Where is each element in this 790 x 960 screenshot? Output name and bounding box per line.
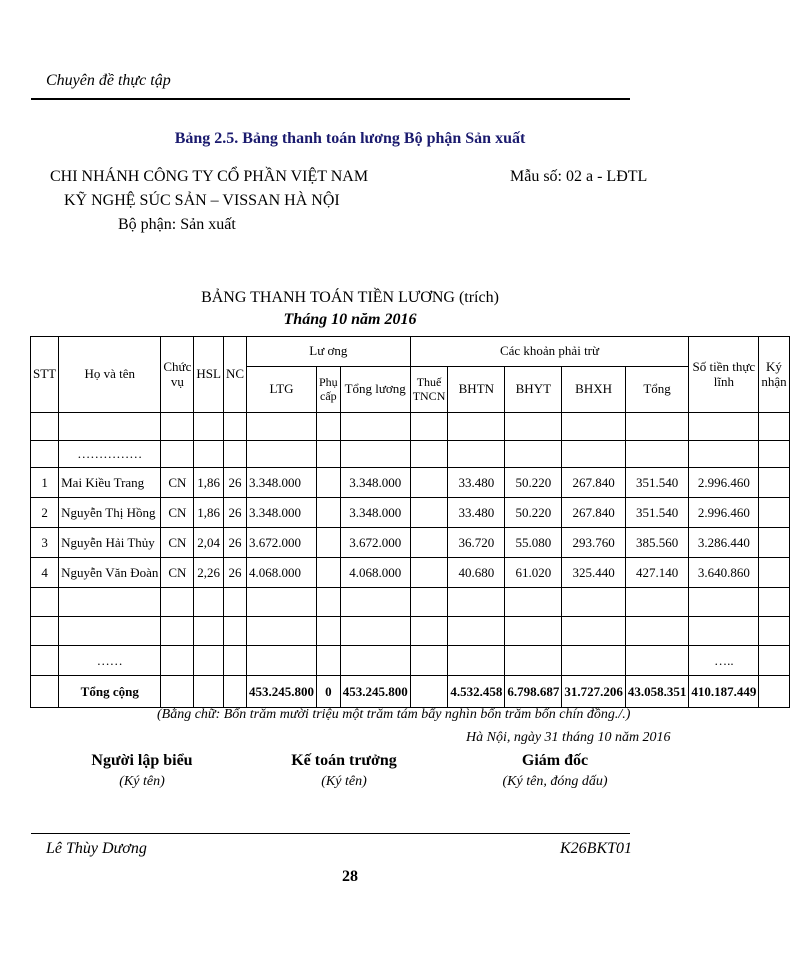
cell-total-salary: 3.348.000 [340, 468, 410, 498]
cell-hsl: 1,86 [194, 498, 224, 528]
cell-net: 2.996.460 [689, 468, 759, 498]
cell-stt: 4 [31, 558, 59, 588]
company-name-line1: CHI NHÁNH CÔNG TY CỔ PHẦN VIỆT NAM [50, 168, 369, 185]
form-number: Mẫu số: 02 a - LĐTL [510, 168, 648, 185]
col-header-stt: STT [31, 337, 59, 413]
cell-bhxh: 267.840 [562, 468, 626, 498]
ellipsis-bottom-name: …… [59, 646, 161, 676]
header-divider [31, 98, 630, 100]
payroll-title-main: BẢNG THANH TOÁN TIỀN LƯƠNG [201, 289, 455, 306]
cell-name: Nguyễn Thị Hồng [59, 498, 161, 528]
cell-position: CN [161, 558, 194, 588]
col-header-bhyt: BHYT [505, 367, 562, 413]
col-header-net: Số tiền thực lĩnh [689, 337, 759, 413]
cell-position: CN [161, 468, 194, 498]
footer-class-code: K26BKT01 [560, 840, 633, 857]
totals-allowance: 0 [317, 676, 341, 708]
table-caption: Bảng 2.5. Bảng thanh toán lương Bộ phận Sản xuất [174, 130, 526, 147]
cell-hsl: 2,26 [194, 558, 224, 588]
cell-tncn [410, 498, 448, 528]
running-header-title: Chuyên đề thực tập [46, 72, 171, 89]
totals-bhtn: 4.532.458 [448, 676, 505, 708]
payroll-title-suffix: (trích) [458, 289, 499, 306]
cell-total-salary: 3.672.000 [340, 528, 410, 558]
signature-chief-accountant [264, 752, 424, 790]
totals-ltg: 453.245.800 [247, 676, 317, 708]
cell-net: 3.640.860 [689, 558, 759, 588]
cell-total-deduct: 351.540 [625, 498, 689, 528]
payroll-period: Tháng 10 năm 2016 [283, 311, 417, 328]
cell-bhxh: 293.760 [562, 528, 626, 558]
cell-allowance [317, 468, 341, 498]
col-group-deductions: Các khoản phải trừ [410, 337, 689, 367]
cell-hsl: 2,04 [194, 528, 224, 558]
signature-role: Người lập biểu [91, 752, 193, 769]
table-row-blank [31, 617, 790, 646]
footer-divider [31, 833, 630, 834]
col-header-tncn: Thuế TNCN [410, 367, 448, 413]
cell-bhyt: 50.220 [505, 468, 562, 498]
cell-stt: 2 [31, 498, 59, 528]
col-group-salary: Lư ơng [247, 337, 411, 367]
col-header-name: Họ và tên [59, 337, 161, 413]
table-row [31, 558, 790, 588]
payroll-table [30, 336, 790, 708]
cell-stt: 3 [31, 528, 59, 558]
cell-net: 2.996.460 [689, 498, 759, 528]
col-header-bhtn: BHTN [448, 367, 505, 413]
signature-note: (Ký tên, đóng dấu) [502, 774, 608, 789]
company-name-line2: KỸ NGHỆ SÚC SẢN – VISSAN HÀ NỘI [64, 192, 340, 209]
totals-total-deduct: 43.058.351 [625, 676, 689, 708]
cell-position: CN [161, 528, 194, 558]
payroll-title [0, 289, 700, 307]
cell-nc: 26 [223, 468, 246, 498]
ellipsis-bottom-net: ….. [689, 646, 759, 676]
col-header-hsl: HSL [194, 337, 224, 413]
cell-name: Mai Kiều Trang [59, 468, 161, 498]
cell-total-salary: 4.068.000 [340, 558, 410, 588]
cell-net: 3.286.440 [689, 528, 759, 558]
cell-ltg: 3.348.000 [247, 468, 317, 498]
cell-nc: 26 [223, 498, 246, 528]
table-row [31, 468, 790, 498]
cell-nc: 26 [223, 558, 246, 588]
cell-tncn [410, 558, 448, 588]
cell-hsl: 1,86 [194, 468, 224, 498]
cell-tncn [410, 528, 448, 558]
col-header-total-deduct: Tổng [625, 367, 689, 413]
cell-bhtn: 40.680 [448, 558, 505, 588]
cell-bhxh: 325.440 [562, 558, 626, 588]
cell-bhyt: 55.080 [505, 528, 562, 558]
amount-in-words: (Bằng chữ: Bốn trăm mười triệu một trăm tám bẩy nghìn bốn trăm bốn chín đồng./.) [157, 707, 631, 722]
cell-bhxh: 267.840 [562, 498, 626, 528]
footer-author: Lê Thùy Dương [46, 840, 147, 857]
cell-bhtn: 33.480 [448, 498, 505, 528]
cell-bhtn: 36.720 [448, 528, 505, 558]
totals-bhyt: 6.798.687 [505, 676, 562, 708]
col-header-bhxh: BHXH [562, 367, 626, 413]
signature-preparer [62, 752, 222, 790]
cell-total-deduct: 427.140 [625, 558, 689, 588]
table-row-blank [31, 588, 790, 617]
cell-bhtn: 33.480 [448, 468, 505, 498]
signature-note: (Ký tên) [119, 774, 165, 789]
signature-director [470, 752, 640, 790]
cell-tncn [410, 468, 448, 498]
col-header-position: Chức vụ [161, 337, 194, 413]
table-row [31, 528, 790, 558]
totals-bhxh: 31.727.206 [562, 676, 626, 708]
col-header-sign: Ký nhận [759, 337, 789, 413]
table-row-ellipsis-bottom [31, 646, 790, 676]
cell-ltg: 3.348.000 [247, 498, 317, 528]
cell-total-deduct: 351.540 [625, 468, 689, 498]
cell-allowance [317, 498, 341, 528]
page-number: 28 [342, 868, 358, 885]
cell-total-deduct: 385.560 [625, 528, 689, 558]
cell-name: Nguyễn Hải Thủy [59, 528, 161, 558]
cell-bhyt: 50.220 [505, 498, 562, 528]
department-label: Bộ phận: Sản xuất [118, 216, 236, 233]
cell-bhyt: 61.020 [505, 558, 562, 588]
signature-role: Kế toán trưởng [291, 752, 397, 769]
cell-ltg: 3.672.000 [247, 528, 317, 558]
table-row [31, 498, 790, 528]
col-header-allowance: Phụ cấp [317, 367, 341, 413]
signature-role: Giám đốc [521, 752, 589, 769]
cell-total-salary: 3.348.000 [340, 498, 410, 528]
cell-nc: 26 [223, 528, 246, 558]
col-header-ltg: LTG [247, 367, 317, 413]
cell-allowance [317, 528, 341, 558]
cell-name: Nguyễn Văn Đoàn [59, 558, 161, 588]
totals-total-salary: 453.245.800 [340, 676, 410, 708]
signature-note: (Ký tên) [321, 774, 367, 789]
totals-label: Tổng cộng [59, 676, 161, 708]
col-header-nc: NC [223, 337, 246, 413]
table-row-totals [31, 676, 790, 708]
table-row-blank [31, 413, 790, 441]
col-header-total-salary: Tổng lương [340, 367, 410, 413]
cell-ltg: 4.068.000 [247, 558, 317, 588]
date-place: Hà Nội, ngày 31 tháng 10 năm 2016 [466, 730, 671, 745]
ellipsis-top: …………… [59, 441, 161, 468]
cell-stt: 1 [31, 468, 59, 498]
cell-allowance [317, 558, 341, 588]
totals-net: 410.187.449 [689, 676, 759, 708]
cell-position: CN [161, 498, 194, 528]
table-row-ellipsis-top [31, 441, 790, 468]
